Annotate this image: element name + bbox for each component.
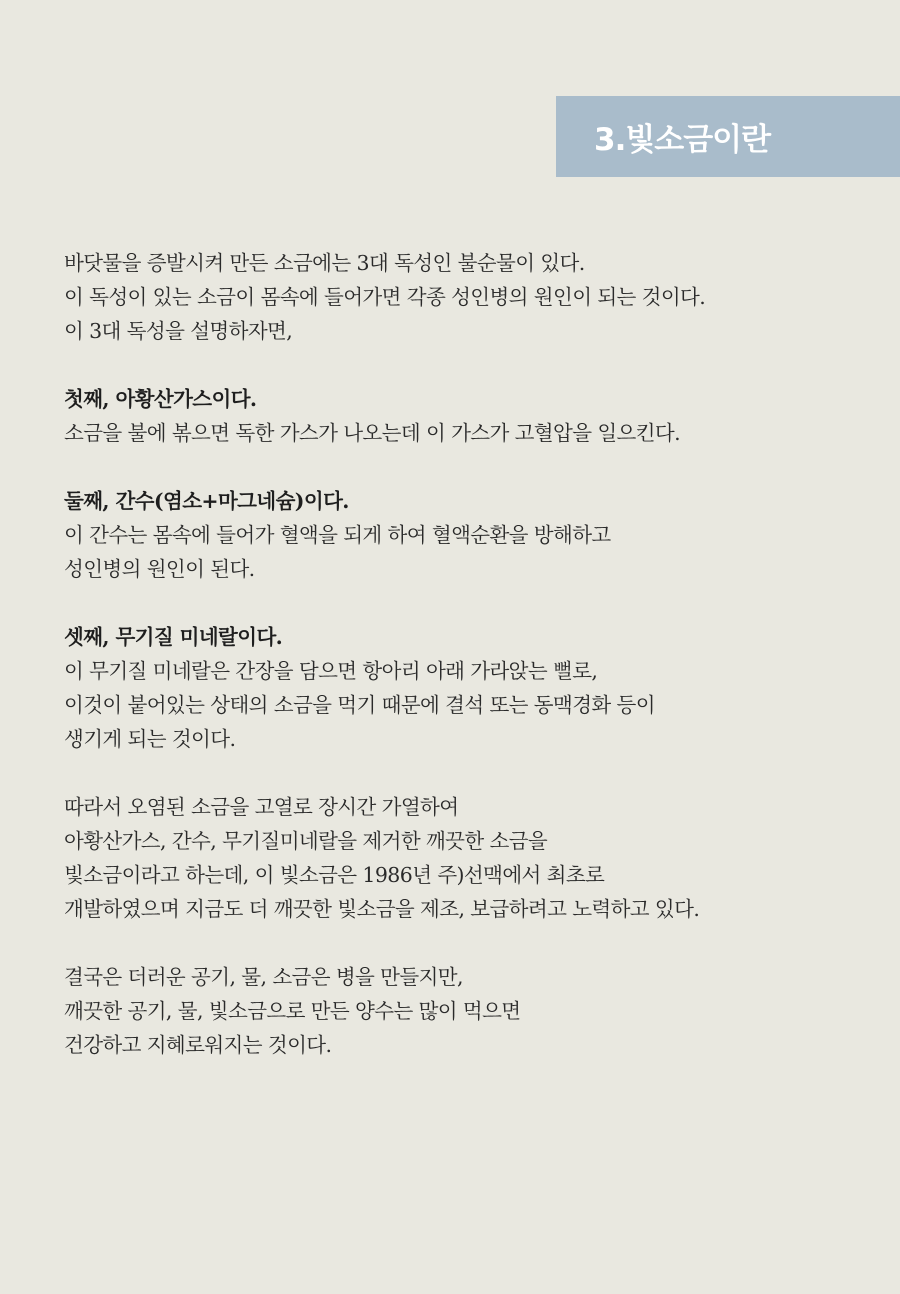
paragraph-line: 이 3대 독성을 설명하자면, xyxy=(64,319,293,343)
paragraph-line: 이것이 붙어있는 상태의 소금을 먹기 때문에 결석 또는 동맥경화 등이 xyxy=(64,693,655,717)
paragraph-spacer xyxy=(64,926,864,960)
paragraph-line: 따라서 오염된 소금을 고열로 장시간 가열하여 xyxy=(64,795,459,819)
closing-paragraph xyxy=(64,960,864,1062)
intro-paragraph xyxy=(64,246,864,348)
paragraph-line: 이 간수는 몸속에 들어가 혈액을 되게 하여 혈액순환을 방해하고 xyxy=(64,523,611,547)
toxin-heading: 첫째, 아황산가스이다. xyxy=(64,387,257,411)
paragraph-line: 이 무기질 미네랄은 간장을 담으면 항아리 아래 가라앉는 뻘로, xyxy=(64,659,598,683)
paragraph-line: 이 독성이 있는 소금이 몸속에 들어가면 각종 성인병의 원인이 되는 것이다. xyxy=(64,285,706,309)
paragraph-line: 바닷물을 증발시켜 만든 소금에는 3대 독성인 불순물이 있다. xyxy=(64,251,585,275)
paragraph-line: 개발하였으며 지금도 더 깨끗한 빛소금을 제조, 보급하려고 노력하고 있다. xyxy=(64,897,700,921)
article-body xyxy=(64,246,864,1062)
paragraph-spacer xyxy=(64,586,864,620)
paragraph-spacer xyxy=(64,450,864,484)
paragraph-line: 깨끗한 공기, 물, 빛소금으로 만든 양수는 많이 먹으면 xyxy=(64,999,521,1023)
toxin-heading: 셋째, 무기질 미네랄이다. xyxy=(64,625,283,649)
page-title: 3.빛소금이란 xyxy=(594,122,771,158)
paragraph-line: 빛소금이라고 하는데, 이 빛소금은 1986년 주)선맥에서 최초로 xyxy=(64,863,605,887)
paragraph-line: 결국은 더러운 공기, 물, 소금은 병을 만들지만, xyxy=(64,965,463,989)
toxin-section-first xyxy=(64,382,864,450)
paragraph-line: 건강하고 지혜로워지는 것이다. xyxy=(64,1033,332,1057)
paragraph-line: 소금을 불에 볶으면 독한 가스가 나오는데 이 가스가 고혈압을 일으킨다. xyxy=(64,421,681,445)
paragraph-line: 아황산가스, 간수, 무기질미네랄을 제거한 깨끗한 소금을 xyxy=(64,829,548,853)
toxin-section-second xyxy=(64,484,864,586)
conclusion-paragraph xyxy=(64,790,864,926)
paragraph-line: 성인병의 원인이 된다. xyxy=(64,557,255,581)
paragraph-line: 생기게 되는 것이다. xyxy=(64,727,236,751)
section-title-banner xyxy=(556,96,900,177)
paragraph-spacer xyxy=(64,756,864,790)
toxin-heading: 둘째, 간수(염소+마그네슘)이다. xyxy=(64,489,349,513)
paragraph-spacer xyxy=(64,348,864,382)
toxin-section-third xyxy=(64,620,864,756)
